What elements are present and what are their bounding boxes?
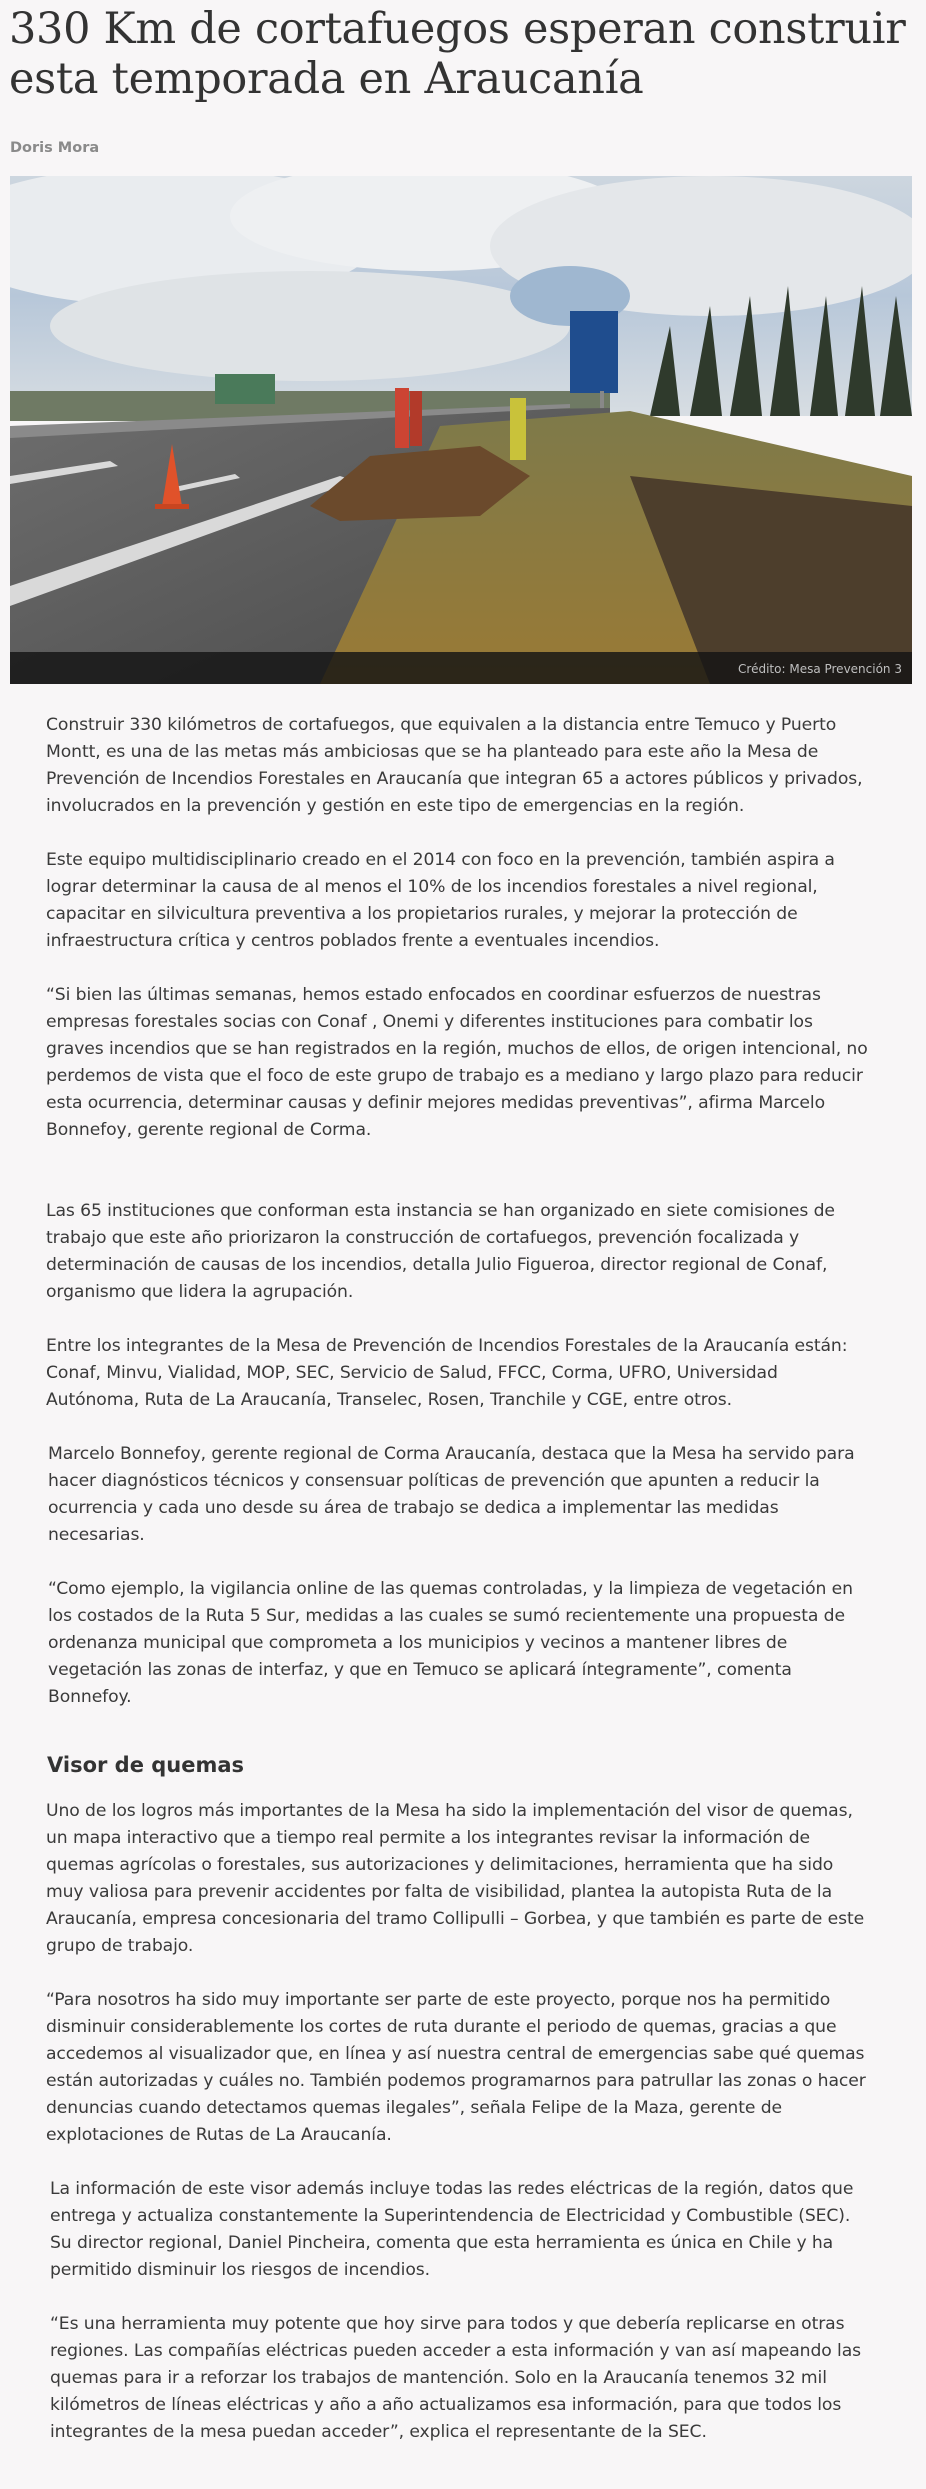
paragraph: Las 65 instituciones que conforman esta instancia se han organizado en siete comisiones de trabajo que este año priorizaron la construcción de cortafuegos, prevención focalizada y determinación de causas de los incendios, detalla Julio Figueroa, director regional de Conaf, organismo que lidera la agrupación. bbox=[46, 1201, 835, 1302]
paragraph: La información de este visor además incluye todas las redes eléctricas de la región, datos que entrega y actualiza constantemente la Superintendencia de Electricidad y Combustible (SEC). Su director regional, Daniel Pincheira, comenta que esta herramienta es única en Chile y ha permitido disminuir los riesgos de incendios. bbox=[50, 2179, 854, 2280]
image-credit: Crédito: Mesa Prevención 3 bbox=[738, 662, 902, 676]
article-body bbox=[46, 712, 872, 2473]
paragraph: Construir 330 kilómetros de cortafuegos, que equivalen a la distancia entre Temuco y Puerto Montt, es una de las metas más ambiciosas que se ha planteado para este año la Mesa de Prevención de Incendios Forestales en Araucanía que integran 65 a actores públicos y privados, involucrados en la prevención y gestión en este tipo de emergencias en la región. bbox=[46, 715, 863, 816]
paragraph: Este equipo multidisciplinario creado en el 2014 con foco en la prevención, también aspira a lograr determinar la causa de al menos el 10% de los incendios forestales a nivel regional, capacitar en silvicultura preventiva a los propietarios rurales, y mejorar la protección de infraestructura crítica y centros poblados frente a eventuales incendios. bbox=[46, 850, 835, 951]
paragraph: Marcelo Bonnefoy, gerente regional de Corma Araucanía, destaca que la Mesa ha servido para hacer diagnósticos técnicos y consensuar políticas de prevención que apunten a reducir la ocurrencia y cada uno desde su área de trabajo se dedica a implementar las medidas necesarias. bbox=[48, 1444, 855, 1545]
paragraph: Uno de los logros más importantes de la Mesa ha sido la implementación del visor de quemas, un mapa interactivo que a tiempo real permite a los integrantes revisar la información de quemas agrícolas o forestales, sus autorizaciones y delimitaciones, herramienta que ha sido muy valiosa para prevenir accidentes por falta de visibilidad, plantea la autopista Ruta de la Araucanía, empresa concesionaria del tramo Collipulli – Gorbea, y que también es parte de este grupo de trabajo. bbox=[46, 1801, 865, 1956]
hero-image bbox=[10, 176, 912, 684]
roadside-photo bbox=[10, 176, 912, 684]
paragraph: “Es una herramienta muy potente que hoy sirve para todos y que debería replicarse en otras regiones. Las compañías eléctricas pueden acceder a esta información y van así mapeando las quemas para ir a reforzar los trabajos de mantención. Solo en la Araucanía tenemos 32 mil kilómetros de líneas eléctricas y año a año actualizamos esa información, para que todos los integrantes de la mesa puedan acceder”, explica el representante de la SEC. bbox=[50, 2314, 861, 2442]
article-title: 330 Km de cortafuegos esperan construir esta temporada en Araucanía bbox=[9, 4, 906, 104]
paragraph: “Para nosotros ha sido muy importante ser parte de este proyecto, porque nos ha permitido disminuir considerablemente los cortes de ruta durante el periodo de quemas, gracias a que accedemos al visualizador que, en línea y así nuestra central de emergencias sabe qué quemas están autorizadas y cuáles no. También podemos programarnos para patrullar las zonas o hacer denuncias cuando detectamos quemas ilegales”, señala Felipe de la Maza, gerente de explotaciones de Rutas de La Araucanía. bbox=[46, 1990, 866, 2145]
paragraph: “Como ejemplo, la vigilancia online de las quemas controladas, y la limpieza de vegetación en los costados de la Ruta 5 Sur, medidas a las cuales se sumó recientemente una propuesta de ordenanza municipal que comprometa a los municipios y vecinos a mantener libres de vegetación las zonas de interfaz, y que en Temuco se aplicará íntegramente”, comenta Bonnefoy. bbox=[48, 1579, 853, 1707]
paragraph: “Si bien las últimas semanas, hemos estado enfocados en coordinar esfuerzos de nuestras empresas forestales socias con Conaf , Onemi y diferentes instituciones para combatir los graves incendios que se han registrados en la región, muchos de ellos, de origen intencional, no perdemos de vista que el foco de este grupo de trabajo es a mediano y largo plazo para reducir esta ocurrencia, determinar causas y definir mejores medidas preventivas”, afirma Marcelo Bonnefoy, gerente regional de Corma. bbox=[46, 985, 868, 1140]
section-heading: Visor de quemas bbox=[47, 1753, 245, 1777]
article-author[interactable]: Doris Mora bbox=[10, 140, 100, 156]
paragraph: Entre los integrantes de la Mesa de Prevención de Incendios Forestales de la Araucanía están: Conaf, Minvu, Vialidad, MOP, SEC, Servicio de Salud, FFCC, Corma, UFRO, Universidad Autónoma, Ruta de La Araucanía, Transelec, Rosen, Tranchile y CGE, entre otros. bbox=[46, 1336, 848, 1410]
